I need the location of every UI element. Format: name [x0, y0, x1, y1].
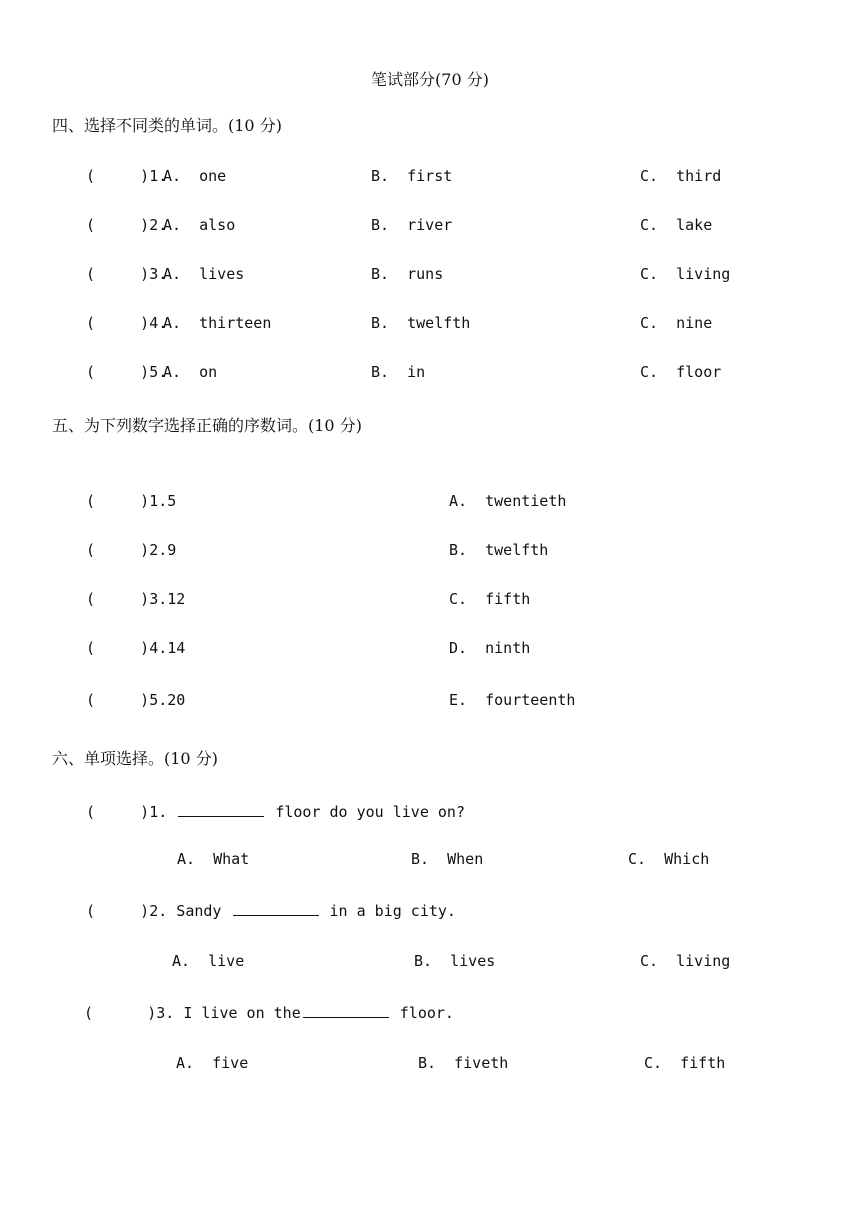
- fill-blank[interactable]: [233, 901, 319, 916]
- answer-slot[interactable]: ( )1.: [86, 803, 168, 821]
- section5-heading: 五、为下列数字选择正确的序数词。(10 分): [52, 416, 362, 435]
- section6-heading: 六、单项选择。(10 分): [52, 749, 218, 768]
- option-b: B. in: [371, 363, 426, 381]
- stem-before: Sandy: [167, 902, 231, 920]
- option-a: A. live: [172, 952, 245, 970]
- answer-slot[interactable]: ( )2.: [86, 216, 168, 234]
- answer-slot[interactable]: ( )2.9: [86, 541, 177, 559]
- question-stem: [84, 1003, 454, 1023]
- answer-slot[interactable]: ( )3.: [84, 1004, 175, 1022]
- fill-blank[interactable]: [303, 1003, 389, 1018]
- question-stem: [86, 901, 456, 921]
- option-a: A. one: [163, 167, 227, 185]
- stem-before: [167, 803, 176, 821]
- answer-slot[interactable]: ( )3.: [86, 265, 168, 283]
- option-a: A. lives: [163, 265, 245, 283]
- option: C. fifth: [449, 590, 531, 608]
- section4-heading: 四、选择不同类的单词。(10 分): [52, 116, 282, 135]
- answer-slot[interactable]: ( )3.12: [86, 590, 186, 608]
- option-b: B. twelfth: [371, 314, 471, 332]
- option: E. fourteenth: [449, 691, 576, 709]
- stem-after: floor.: [390, 1004, 454, 1022]
- answer-slot[interactable]: ( )5.20: [86, 691, 186, 709]
- answer-slot[interactable]: ( )1.: [86, 167, 168, 185]
- option-b: B. river: [371, 216, 453, 234]
- question-stem: [86, 802, 465, 822]
- stem-after: in a big city.: [320, 902, 456, 920]
- answer-slot[interactable]: ( )4.: [86, 314, 168, 332]
- option: A. twentieth: [449, 492, 567, 510]
- page-title: 笔试部分(70 分): [371, 70, 489, 89]
- fill-blank[interactable]: [178, 802, 264, 817]
- stem-before: I live on the: [174, 1004, 301, 1022]
- option-a: A. thirteen: [163, 314, 272, 332]
- answer-slot[interactable]: ( )5.: [86, 363, 168, 381]
- option-b: B. lives: [414, 952, 496, 970]
- option-c: C. floor: [640, 363, 722, 381]
- option-c: C. Which: [628, 850, 710, 868]
- option-c: C. third: [640, 167, 722, 185]
- option-b: B. fiveth: [418, 1054, 509, 1072]
- option-b: B. runs: [371, 265, 444, 283]
- option-c: C. living: [640, 265, 731, 283]
- option-a: A. on: [163, 363, 218, 381]
- answer-slot[interactable]: ( )4.14: [86, 639, 186, 657]
- option-b: B. When: [411, 850, 484, 868]
- option-c: C. living: [640, 952, 731, 970]
- option-c: C. fifth: [644, 1054, 726, 1072]
- answer-slot[interactable]: ( )1.5: [86, 492, 177, 510]
- option-a: A. What: [177, 850, 250, 868]
- stem-after: floor do you live on?: [266, 803, 465, 821]
- answer-slot[interactable]: ( )2.: [86, 902, 168, 920]
- option-c: C. nine: [640, 314, 713, 332]
- option-a: A. five: [176, 1054, 249, 1072]
- option-b: B. first: [371, 167, 453, 185]
- option-c: C. lake: [640, 216, 713, 234]
- option: B. twelfth: [449, 541, 549, 559]
- option-a: A. also: [163, 216, 236, 234]
- option: D. ninth: [449, 639, 531, 657]
